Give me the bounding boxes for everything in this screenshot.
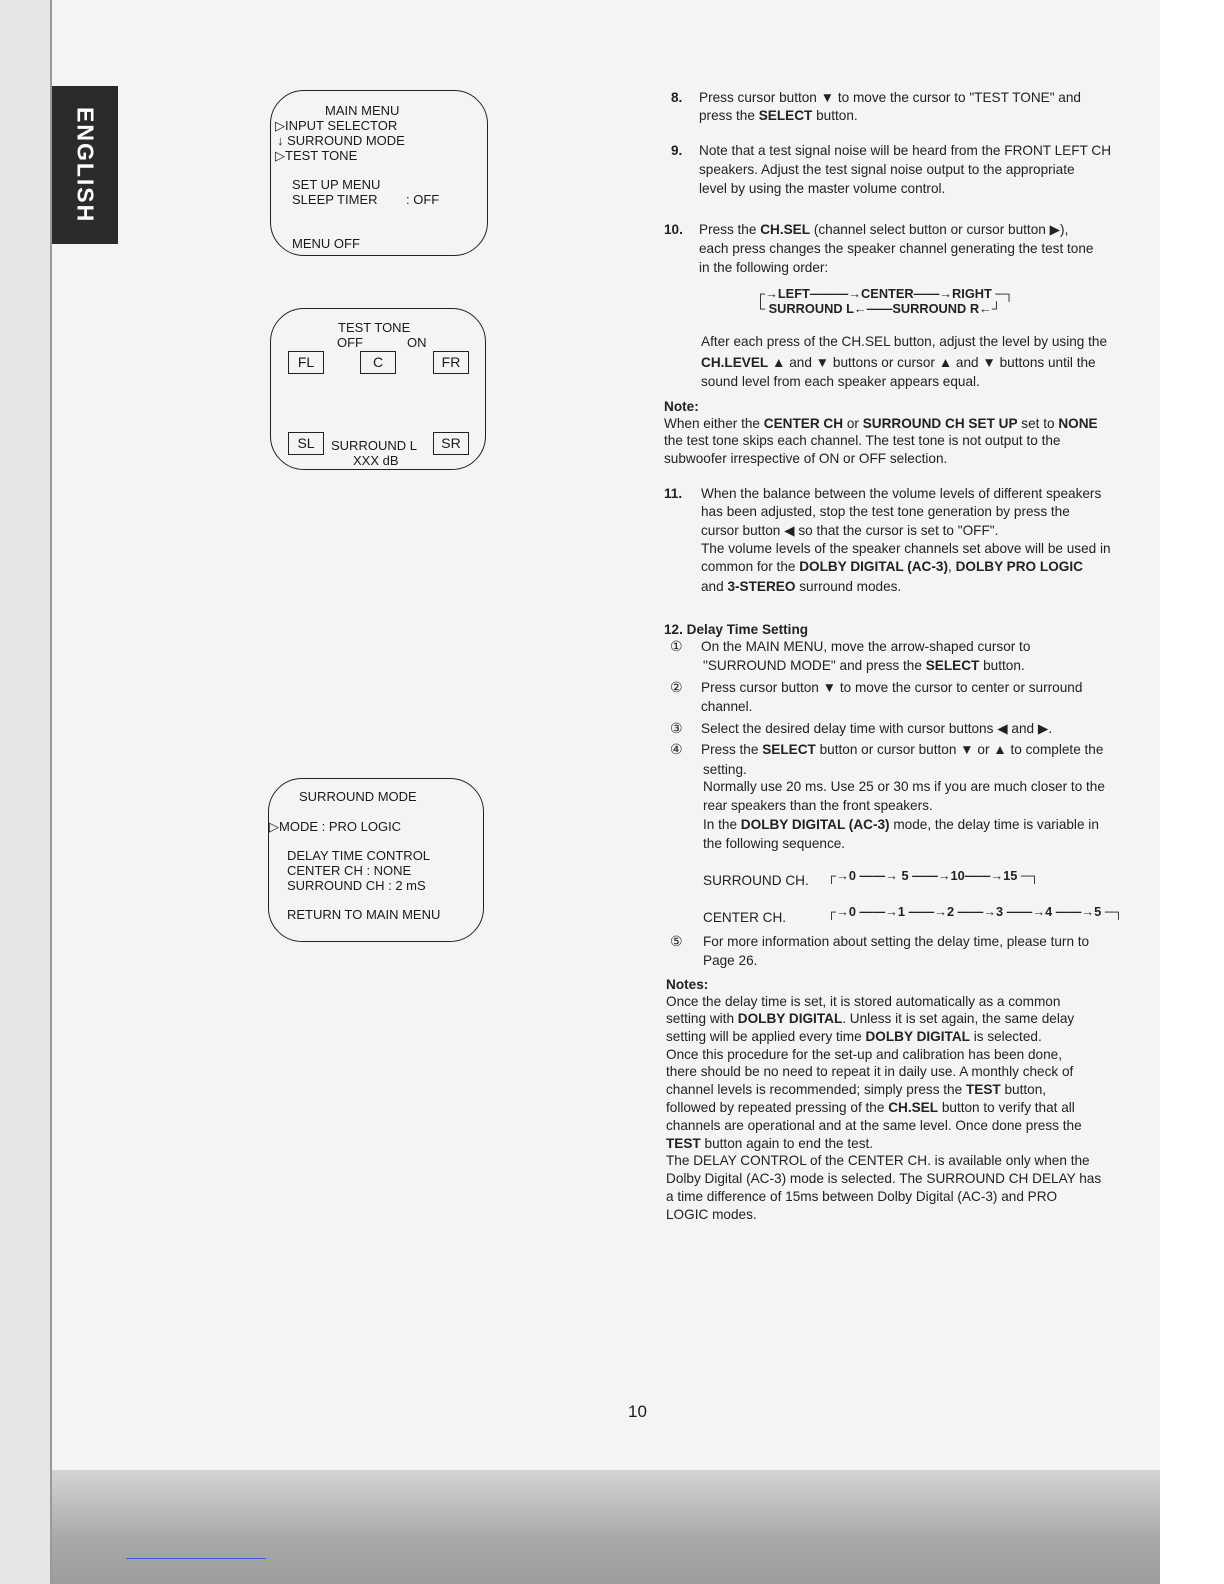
note-line-3: subwoofer irrespective of ON or OFF selection. (664, 451, 948, 466)
step-12-4-line-4: rear speakers than the front speakers. (703, 798, 933, 813)
step-12-1-line-2: "SURROUND MODE" and press the SELECT button. (703, 658, 1025, 673)
page-number: 10 (628, 1402, 647, 1421)
step-12-1-marker: ① (670, 638, 683, 654)
step-9-line-1: Note that a test signal noise will be heard from the FRONT LEFT CH (699, 143, 1112, 158)
channel-order-row-2: └ SURROUND L←——SURROUND R←┘ (756, 301, 1001, 316)
center-ch-setting: CENTER CH : NONE (287, 863, 412, 878)
step-12-5-line-2: Page 26. (703, 953, 758, 968)
step-10-line-1: Press the CH.SEL (channel select button or cursor button ▶), (699, 222, 1069, 237)
step-11-number: 11. (664, 486, 683, 501)
test-tone-title: TEST TONE (338, 320, 411, 335)
step-10-number: 10. (664, 222, 683, 237)
speaker-fr-box: FR (433, 351, 469, 374)
step-8-line-2: press the SELECT button. (699, 108, 858, 123)
step-12-2-line-1: Press cursor button ▼ to move the cursor to center or surround (701, 680, 1083, 695)
step-11-line-3: cursor button ◀ so that the cursor is set to "OFF". (701, 523, 999, 538)
surround-mode-value: ▷MODE : PRO LOGIC (269, 819, 402, 834)
notes-line-8: channels are operational and at the same level. Once done press the (666, 1118, 1082, 1133)
step-12-3-line-1: Select the desired delay time with cursor buttons ◀ and ▶. (701, 721, 1053, 736)
notes-line-9: TEST button again to end the test. (666, 1136, 874, 1151)
step-9-number: 9. (671, 143, 683, 158)
notes-line-2: setting with DOLBY DIGITAL. Unless it is set again, the same delay (666, 1011, 1075, 1026)
menu-item-setup: SET UP MENU (292, 177, 381, 192)
step-12-4-line-6: the following sequence. (703, 836, 846, 851)
notes-line-10: The DELAY CONTROL of the CENTER CH. is available only when the (666, 1153, 1090, 1168)
step-11-line-4: The volume levels of the speaker channels set above will be used in (701, 541, 1111, 556)
step-12-4-line-5: In the DOLBY DIGITAL (AC-3) mode, the delay time is variable in (703, 817, 1099, 832)
channel-order-row-1: ┌→LEFT———→CENTER——→RIGHT ─┐ (756, 286, 1014, 301)
speaker-sl-box: SL (288, 432, 324, 455)
step-12-2-line-2: channel. (701, 699, 753, 714)
sleep-timer-value: : OFF (406, 192, 440, 207)
step-12-4-line-1: Press the SELECT button or cursor button ▼ or ▲ to complete the (701, 742, 1104, 757)
notes-line-5: there should be no need to repeat it in daily use. A monthly check of (666, 1064, 1074, 1079)
step-9-line-2: speakers. Adjust the test signal noise output to the appropriate (699, 162, 1075, 177)
step-12-5-marker: ⑤ (670, 933, 683, 949)
main-menu-title: MAIN MENU (325, 103, 400, 118)
test-tone-channel: SURROUND L (331, 438, 417, 453)
notes-line-7: followed by repeated pressing of the CH.SEL button to verify that all (666, 1100, 1075, 1115)
menu-item-sleep-timer: SLEEP TIMER (292, 192, 378, 207)
note-line-1: When either the CENTER CH or SURROUND CH SET UP set to NONE (664, 416, 1098, 431)
scan-bottom-shadow (52, 1470, 1160, 1584)
step-10-line-4: After each press of the CH.SEL button, adjust the level by using the (701, 334, 1108, 349)
step-10-line-3: in the following order: (699, 260, 829, 275)
note-heading: Note: (664, 399, 699, 414)
delay-time-control: DELAY TIME CONTROL (287, 848, 431, 863)
step-10-line-5: CH.LEVEL ▲ and ▼ buttons or cursor ▲ and ▼ buttons until the (701, 355, 1096, 370)
notes-line-13: LOGIC modes. (666, 1207, 757, 1222)
speaker-sr-box: SR (433, 432, 469, 455)
menu-item-test-tone: ▷TEST TONE (275, 148, 358, 163)
step-12-4-line-3: Normally use 20 ms. Use 25 or 30 ms if you are much closer to the (703, 779, 1105, 794)
step-10-line-2: each press changes the speaker channel generating the test tone (699, 241, 1094, 256)
test-tone-level: XXX dB (353, 453, 399, 468)
step-12-2-marker: ② (670, 679, 683, 695)
surround-delay-sequence: ┌→0 ——→ 5 ——→10——→15 ─┐ (827, 868, 1040, 883)
step-10-line-6: sound level from each speaker appears equal. (701, 374, 980, 389)
language-tab-label: ENGLISH (72, 106, 99, 224)
notes-line-4: Once this procedure for the set-up and calibration has been done, (666, 1047, 1062, 1062)
step-12-heading: 12. Delay Time Setting (664, 622, 809, 637)
speaker-fl-box: FL (288, 351, 324, 374)
step-11-line-2: has been adjusted, stop the test tone generation by press the (701, 504, 1070, 519)
menu-item-surround-mode: ↓ SURROUND MODE (277, 133, 405, 148)
return-main-menu: RETURN TO MAIN MENU (287, 907, 441, 922)
step-12-4-marker: ④ (670, 741, 683, 757)
step-8-number: 8. (671, 90, 683, 105)
step-12-5-line-1: For more information about setting the delay time, please turn to (703, 934, 1090, 949)
menu-item-menu-off: MENU OFF (292, 236, 360, 251)
notes-heading: Notes: (666, 977, 709, 992)
step-12-4-line-2: setting. (703, 762, 747, 777)
notes-line-6: channel levels is recommended; simply press the TEST button, (666, 1082, 1047, 1097)
speaker-c-box: C (360, 351, 396, 374)
step-11-line-5: common for the DOLBY DIGITAL (AC-3), DOLBY PRO LOGIC (701, 559, 1083, 574)
step-12-1-line-1: On the MAIN MENU, move the arrow-shaped cursor to (701, 639, 1031, 654)
step-9-line-3: level by using the master volume control. (699, 181, 946, 196)
center-delay-sequence: ┌→0 ——→1 ——→2 ——→3 ——→4 ——→5 ─┐ (827, 904, 1123, 919)
test-tone-on: ON (407, 335, 427, 350)
surround-ch-setting: SURROUND CH : 2 mS (287, 878, 426, 893)
menu-item-input-selector: ▷INPUT SELECTOR (275, 118, 398, 133)
center-ch-label: CENTER CH. (703, 910, 787, 925)
step-11-line-6: and 3-STEREO surround modes. (701, 579, 902, 594)
test-tone-off: OFF (337, 335, 363, 350)
step-11-line-1: When the balance between the volume levels of different speakers (701, 486, 1102, 501)
surround-ch-label: SURROUND CH. (703, 873, 809, 888)
notes-line-3: setting will be applied every time DOLBY DIGITAL is selected. (666, 1029, 1042, 1044)
surround-mode-title: SURROUND MODE (299, 789, 417, 804)
notes-line-12: a time difference of 15ms between Dolby Digital (AC-3) and PRO (666, 1189, 1058, 1204)
step-8-line-1: Press cursor button ▼ to move the cursor to "TEST TONE" and (699, 90, 1081, 105)
note-line-2: the test tone skips each channel. The test tone is not output to the (664, 433, 1061, 448)
notes-line-1: Once the delay time is set, it is stored automatically as a common (666, 994, 1061, 1009)
step-12-3-marker: ③ (670, 720, 683, 736)
bottom-underline (126, 1558, 266, 1559)
notes-line-11: Dolby Digital (AC-3) mode is selected. The SURROUND CH DELAY has (666, 1171, 1102, 1186)
